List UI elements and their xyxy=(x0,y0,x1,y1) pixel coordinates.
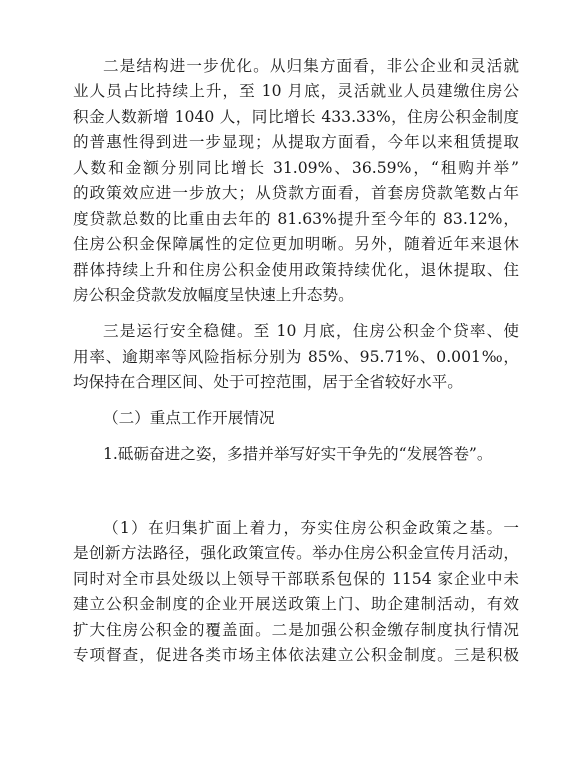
text-line: 三是运行安全稳健。至 10 月底，住房公积金个贷率、使 xyxy=(103,322,519,340)
text-line: 用率、逾期率等风险指标分别为 85%、95.71%、0.001‰， xyxy=(73,348,519,366)
text-line: 住房公积金保障属性的定位更加明晰。另外，随着近年来退休 xyxy=(73,235,519,253)
text-line: 的政策效应进一步放大；从贷款方面看，首套房贷款笔数占年 xyxy=(73,184,519,202)
text-line: 二是结构进一步优化。从归集方面看，非公企业和灵活就 xyxy=(103,57,519,75)
text-line: 扩大住房公积金的覆盖面。二是加强公积金缴存制度执行情况 xyxy=(73,621,519,639)
text-line: 积金人数新增 1040 人，同比增长 433.33%，住房公积金制度 xyxy=(73,108,519,126)
section-heading: （二）重点工作开展情况 xyxy=(103,409,275,427)
text-line: 同时对全市县处级以上领导干部联系包保的 1154 家企业中未 xyxy=(73,570,519,588)
text-line: 群体持续上升和住房公积金使用政策持续优化，退休提取、住 xyxy=(73,261,519,279)
text-line: 均保持在合理区间、处于可控范围，居于全省较好水平。 xyxy=(73,373,463,391)
text-line: 业人员占比持续上升，至 10 月底，灵活就业人员建缴住房公 xyxy=(73,82,519,100)
text-line: 建立公积金制度的企业开展送政策上门、助企建制活动，有效 xyxy=(73,595,519,613)
text-line: （1）在归集扩面上着力，夯实住房公积金政策之基。一 xyxy=(103,519,519,537)
text-line: 的普惠性得到进一步显现；从提取方面看，今年以来租赁提取 xyxy=(73,133,519,151)
list-item-heading: 1.砥砺奋进之姿，多措并举写好实干争先的“发展答卷”。 xyxy=(103,445,493,463)
text-line: 人数和金额分别同比增长 31.09%、36.59%，“租购并举” xyxy=(73,159,519,177)
text-line: 房公积金贷款发放幅度呈快速上升态势。 xyxy=(73,286,354,304)
text-line: 是创新方法路径，强化政策宣传。举办住房公积金宣传月活动， xyxy=(73,544,519,562)
text-line: 度贷款总数的比重由去年的 81.63%提升至今年的 83.12%， xyxy=(73,210,519,228)
text-line: 专项督查，促进各类市场主体依法建立公积金制度。三是积极 xyxy=(73,646,519,664)
